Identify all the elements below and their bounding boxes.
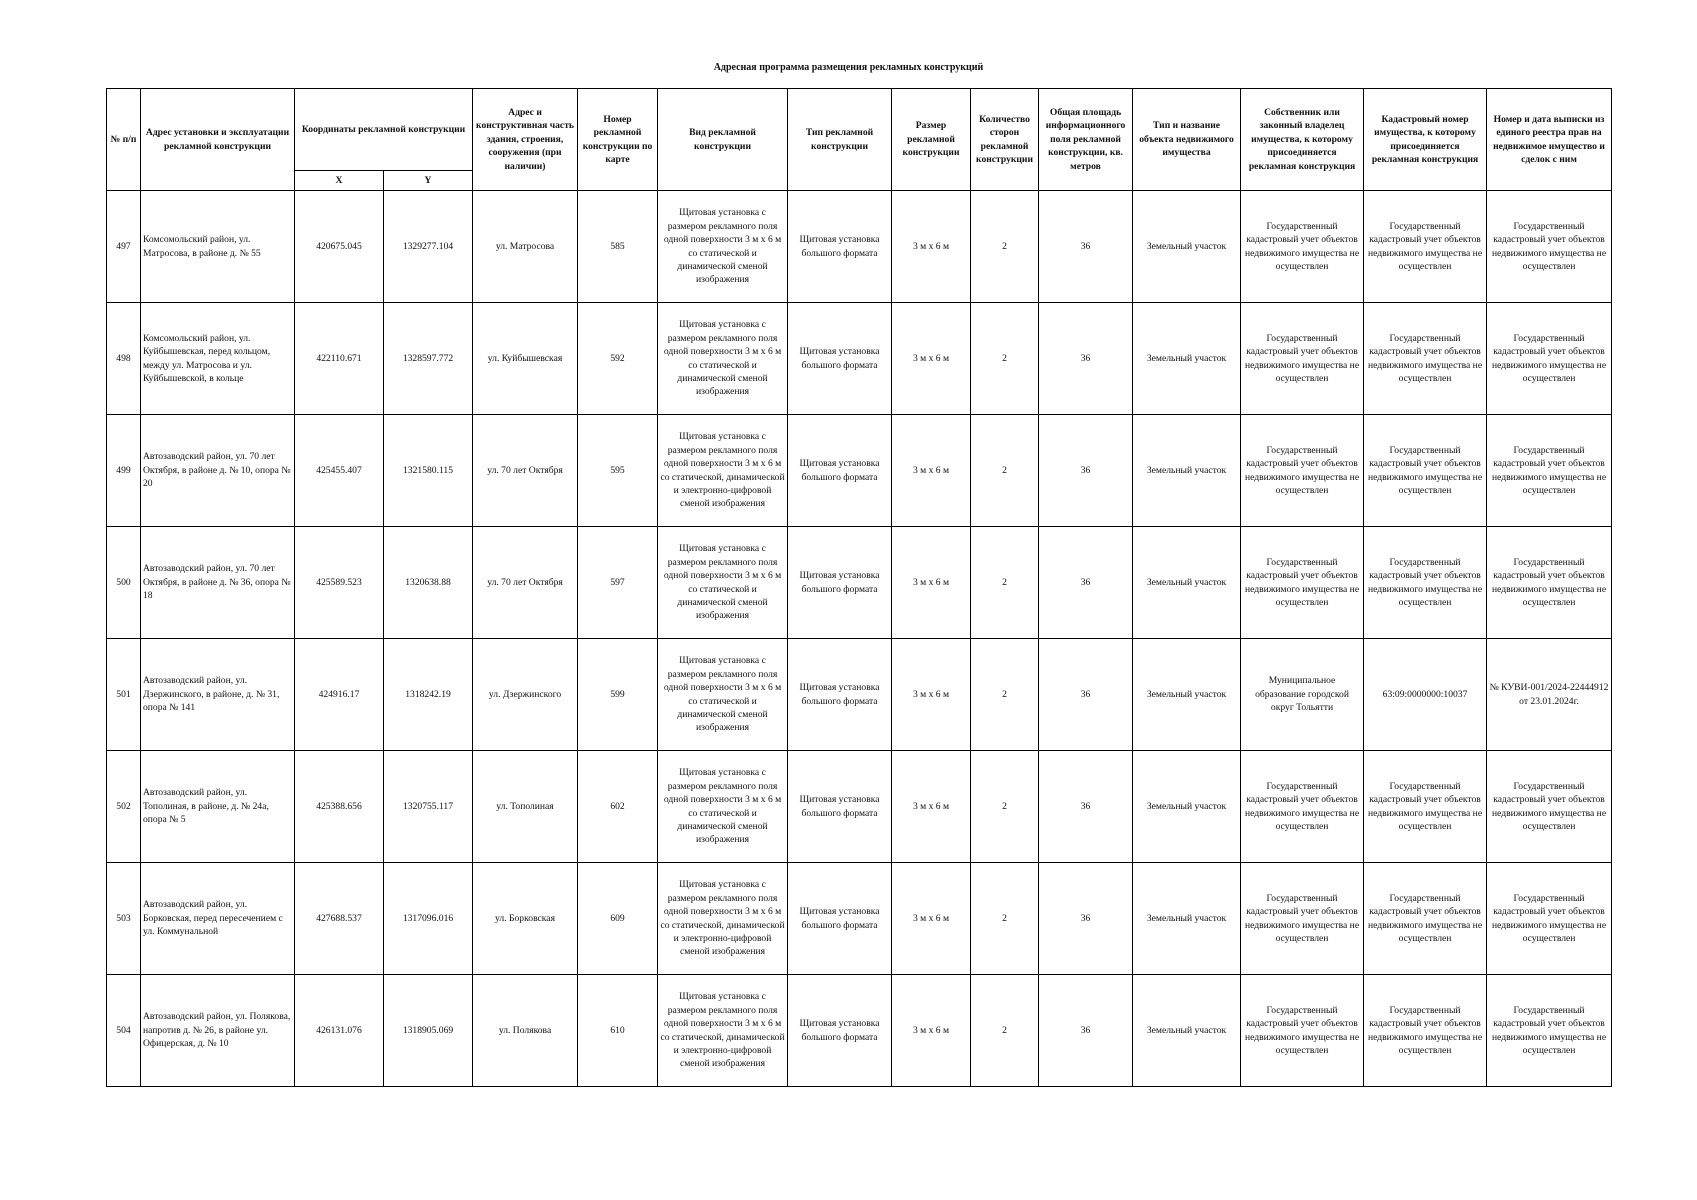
cell-kind: Щитовая установка с размером рекламного поля одной поверхности 3 м х 6 м со статической и динамической сменой изображения	[658, 191, 788, 303]
cell-area: 36	[1039, 639, 1133, 751]
cell-x: 425589.523	[295, 527, 384, 639]
cell-sides: 2	[971, 863, 1039, 975]
cell-owner: Муниципальное образование городской округ Тольятти	[1241, 639, 1364, 751]
cell-building: ул. 70 лет Октября	[473, 527, 578, 639]
cell-area: 36	[1039, 751, 1133, 863]
cell-map-number: 609	[578, 863, 658, 975]
advertising-table	[106, 88, 1612, 1087]
cell-sides: 2	[971, 751, 1039, 863]
cell-x: 424916.17	[295, 639, 384, 751]
cell-area: 36	[1039, 415, 1133, 527]
cell-area: 36	[1039, 863, 1133, 975]
cell-type: Щитовая установка большого формата	[788, 863, 892, 975]
header-cadastral: Кадастровый номер имущества, к которому присоединяется рекламная конструкция	[1364, 89, 1487, 191]
cell-area: 36	[1039, 975, 1133, 1087]
cell-sides: 2	[971, 527, 1039, 639]
cell-map-number: 610	[578, 975, 658, 1087]
header-sides: Количество сторон рекламной конструкции	[971, 89, 1039, 191]
cell-object: Земельный участок	[1133, 191, 1241, 303]
cell-y: 1328597.772	[384, 303, 473, 415]
cell-registry: Государственный кадастровый учет объектов недвижимого имущества не осуществлен	[1487, 975, 1612, 1087]
header-object: Тип и название объекта недвижимого имущества	[1133, 89, 1241, 191]
header-address: Адрес установки и эксплуатации рекламной конструкции	[141, 89, 295, 191]
cell-sides: 2	[971, 303, 1039, 415]
cell-sides: 2	[971, 639, 1039, 751]
cell-kind: Щитовая установка с размером рекламного поля одной поверхности 3 м х 6 м со статической, динамической и электронно-цифровой сменой изображения	[658, 415, 788, 527]
table-row	[107, 191, 1612, 303]
table-row	[107, 863, 1612, 975]
cell-owner: Государственный кадастровый учет объектов недвижимого имущества не осуществлен	[1241, 751, 1364, 863]
cell-address: Комсомольский район, ул. Матросова, в районе д. № 55	[141, 191, 295, 303]
cell-x: 425388.656	[295, 751, 384, 863]
cell-registry: Государственный кадастровый учет объектов недвижимого имущества не осуществлен	[1487, 303, 1612, 415]
table-row	[107, 303, 1612, 415]
cell-building: ул. Дзержинского	[473, 639, 578, 751]
cell-owner: Государственный кадастровый учет объектов недвижимого имущества не осуществлен	[1241, 863, 1364, 975]
cell-num: 498	[107, 303, 141, 415]
cell-num: 497	[107, 191, 141, 303]
cell-num: 502	[107, 751, 141, 863]
cell-building: ул. Матросова	[473, 191, 578, 303]
table-row	[107, 751, 1612, 863]
cell-address: Автозаводский район, ул. Дзержинского, в районе, д. № 31, опора № 141	[141, 639, 295, 751]
header-map-number: Номер рекламной конструкции по карте	[578, 89, 658, 191]
cell-address: Комсомольский район, ул. Куйбышевская, перед кольцом, между ул. Матросова и ул. Куйбышевской, в кольце	[141, 303, 295, 415]
header-registry: Номер и дата выписки из единого реестра прав на недвижимое имущество и сделок с ним	[1487, 89, 1612, 191]
cell-num: 504	[107, 975, 141, 1087]
cell-size: 3 м х 6 м	[892, 863, 971, 975]
cell-y: 1329277.104	[384, 191, 473, 303]
table-row	[107, 975, 1612, 1087]
cell-building: ул. 70 лет Октября	[473, 415, 578, 527]
cell-map-number: 592	[578, 303, 658, 415]
cell-kind: Щитовая установка с размером рекламного поля одной поверхности 3 м х 6 м со статической, динамической и электронно-цифровой сменой изображения	[658, 975, 788, 1087]
cell-kind: Щитовая установка с размером рекламного поля одной поверхности 3 м х 6 м со статической и динамической сменой изображения	[658, 303, 788, 415]
cell-x: 425455.407	[295, 415, 384, 527]
cell-object: Земельный участок	[1133, 863, 1241, 975]
table-header	[107, 89, 1612, 191]
cell-y: 1318905.069	[384, 975, 473, 1087]
cell-y: 1320755.117	[384, 751, 473, 863]
cell-kind: Щитовая установка с размером рекламного поля одной поверхности 3 м х 6 м со статической и динамической сменой изображения	[658, 751, 788, 863]
cell-type: Щитовая установка большого формата	[788, 415, 892, 527]
cell-object: Земельный участок	[1133, 751, 1241, 863]
cell-building: ул. Куйбышевская	[473, 303, 578, 415]
cell-area: 36	[1039, 527, 1133, 639]
cell-y: 1317096.016	[384, 863, 473, 975]
cell-type: Щитовая установка большого формата	[788, 303, 892, 415]
cell-address: Автозаводский район, ул. 70 лет Октября, в районе д. № 36, опора № 18	[141, 527, 295, 639]
cell-cadastral: Государственный кадастровый учет объектов недвижимого имущества не осуществлен	[1364, 975, 1487, 1087]
cell-size: 3 м х 6 м	[892, 639, 971, 751]
cell-owner: Государственный кадастровый учет объектов недвижимого имущества не осуществлен	[1241, 975, 1364, 1087]
cell-owner: Государственный кадастровый учет объектов недвижимого имущества не осуществлен	[1241, 415, 1364, 527]
cell-kind: Щитовая установка с размером рекламного поля одной поверхности 3 м х 6 м со статической, динамической и электронно-цифровой сменой изображения	[658, 863, 788, 975]
cell-area: 36	[1039, 191, 1133, 303]
cell-area: 36	[1039, 303, 1133, 415]
header-owner: Собственник или законный владелец имущества, к которому присоединяется рекламная конструкция	[1241, 89, 1364, 191]
cell-type: Щитовая установка большого формата	[788, 639, 892, 751]
cell-num: 500	[107, 527, 141, 639]
cell-num: 503	[107, 863, 141, 975]
cell-cadastral: Государственный кадастровый учет объектов недвижимого имущества не осуществлен	[1364, 527, 1487, 639]
cell-type: Щитовая установка большого формата	[788, 751, 892, 863]
cell-building: ул. Тополиная	[473, 751, 578, 863]
cell-object: Земельный участок	[1133, 415, 1241, 527]
cell-registry: Государственный кадастровый учет объектов недвижимого имущества не осуществлен	[1487, 751, 1612, 863]
cell-owner: Государственный кадастровый учет объектов недвижимого имущества не осуществлен	[1241, 527, 1364, 639]
cell-kind: Щитовая установка с размером рекламного поля одной поверхности 3 м х 6 м со статической и динамической сменой изображения	[658, 527, 788, 639]
cell-y: 1321580.115	[384, 415, 473, 527]
header-coords: Координаты рекламной конструкции	[295, 89, 473, 171]
cell-cadastral: Государственный кадастровый учет объектов недвижимого имущества не осуществлен	[1364, 863, 1487, 975]
cell-owner: Государственный кадастровый учет объектов недвижимого имущества не осуществлен	[1241, 303, 1364, 415]
cell-registry: Государственный кадастровый учет объектов недвижимого имущества не осуществлен	[1487, 527, 1612, 639]
cell-object: Земельный участок	[1133, 975, 1241, 1087]
cell-cadastral: 63:09:0000000:10037	[1364, 639, 1487, 751]
cell-object: Земельный участок	[1133, 527, 1241, 639]
cell-building: ул. Борковская	[473, 863, 578, 975]
table-row	[107, 415, 1612, 527]
cell-cadastral: Государственный кадастровый учет объектов недвижимого имущества не осуществлен	[1364, 751, 1487, 863]
cell-type: Щитовая установка большого формата	[788, 975, 892, 1087]
header-area: Общая площадь информационного поля рекламной конструкции, кв. метров	[1039, 89, 1133, 191]
cell-x: 427688.537	[295, 863, 384, 975]
cell-size: 3 м х 6 м	[892, 191, 971, 303]
cell-size: 3 м х 6 м	[892, 303, 971, 415]
table-row	[107, 527, 1612, 639]
cell-object: Земельный участок	[1133, 303, 1241, 415]
cell-registry: № КУВИ-001/2024-22444912 от 23.01.2024г.	[1487, 639, 1612, 751]
cell-size: 3 м х 6 м	[892, 751, 971, 863]
cell-address: Автозаводский район, ул. Полякова, напротив д. № 26, в районе ул. Офицерская, д. № 10	[141, 975, 295, 1087]
cell-object: Земельный участок	[1133, 639, 1241, 751]
header-building: Адрес и конструктивная часть здания, строения, сооружения (при наличии)	[473, 89, 578, 191]
cell-y: 1320638.88	[384, 527, 473, 639]
cell-cadastral: Государственный кадастровый учет объектов недвижимого имущества не осуществлен	[1364, 191, 1487, 303]
cell-type: Щитовая установка большого формата	[788, 527, 892, 639]
cell-num: 499	[107, 415, 141, 527]
cell-size: 3 м х 6 м	[892, 975, 971, 1087]
cell-kind: Щитовая установка с размером рекламного поля одной поверхности 3 м х 6 м со статической и динамической сменой изображения	[658, 639, 788, 751]
cell-map-number: 602	[578, 751, 658, 863]
cell-address: Автозаводский район, ул. 70 лет Октября, в районе д. № 10, опора № 20	[141, 415, 295, 527]
table-row	[107, 639, 1612, 751]
cell-num: 501	[107, 639, 141, 751]
cell-x: 420675.045	[295, 191, 384, 303]
cell-x: 426131.076	[295, 975, 384, 1087]
cell-map-number: 597	[578, 527, 658, 639]
header-y: Y	[384, 171, 473, 191]
cell-y: 1318242.19	[384, 639, 473, 751]
header-kind: Вид рекламной конструкции	[658, 89, 788, 191]
table-body	[107, 191, 1612, 1087]
header-size: Размер рекламной конструкции	[892, 89, 971, 191]
cell-registry: Государственный кадастровый учет объектов недвижимого имущества не осуществлен	[1487, 191, 1612, 303]
cell-address: Автозаводский район, ул. Тополиная, в районе, д. № 24а, опора № 5	[141, 751, 295, 863]
cell-building: ул. Полякова	[473, 975, 578, 1087]
cell-registry: Государственный кадастровый учет объектов недвижимого имущества не осуществлен	[1487, 863, 1612, 975]
cell-type: Щитовая установка большого формата	[788, 191, 892, 303]
cell-size: 3 м х 6 м	[892, 527, 971, 639]
cell-owner: Государственный кадастровый учет объектов недвижимого имущества не осуществлен	[1241, 191, 1364, 303]
header-x: X	[295, 171, 384, 191]
cell-map-number: 585	[578, 191, 658, 303]
header-type: Тип рекламной конструкции	[788, 89, 892, 191]
cell-sides: 2	[971, 415, 1039, 527]
cell-x: 422110.671	[295, 303, 384, 415]
header-num: № п/п	[107, 89, 141, 191]
cell-map-number: 599	[578, 639, 658, 751]
cell-address: Автозаводский район, ул. Борковская, перед пересечением с ул. Коммунальной	[141, 863, 295, 975]
cell-map-number: 595	[578, 415, 658, 527]
page-title: Адресная программа размещения рекламных конструкций	[713, 62, 984, 73]
cell-cadastral: Государственный кадастровый учет объектов недвижимого имущества не осуществлен	[1364, 415, 1487, 527]
cell-sides: 2	[971, 191, 1039, 303]
cell-size: 3 м х 6 м	[892, 415, 971, 527]
cell-cadastral: Государственный кадастровый учет объектов недвижимого имущества не осуществлен	[1364, 303, 1487, 415]
cell-sides: 2	[971, 975, 1039, 1087]
cell-registry: Государственный кадастровый учет объектов недвижимого имущества не осуществлен	[1487, 415, 1612, 527]
